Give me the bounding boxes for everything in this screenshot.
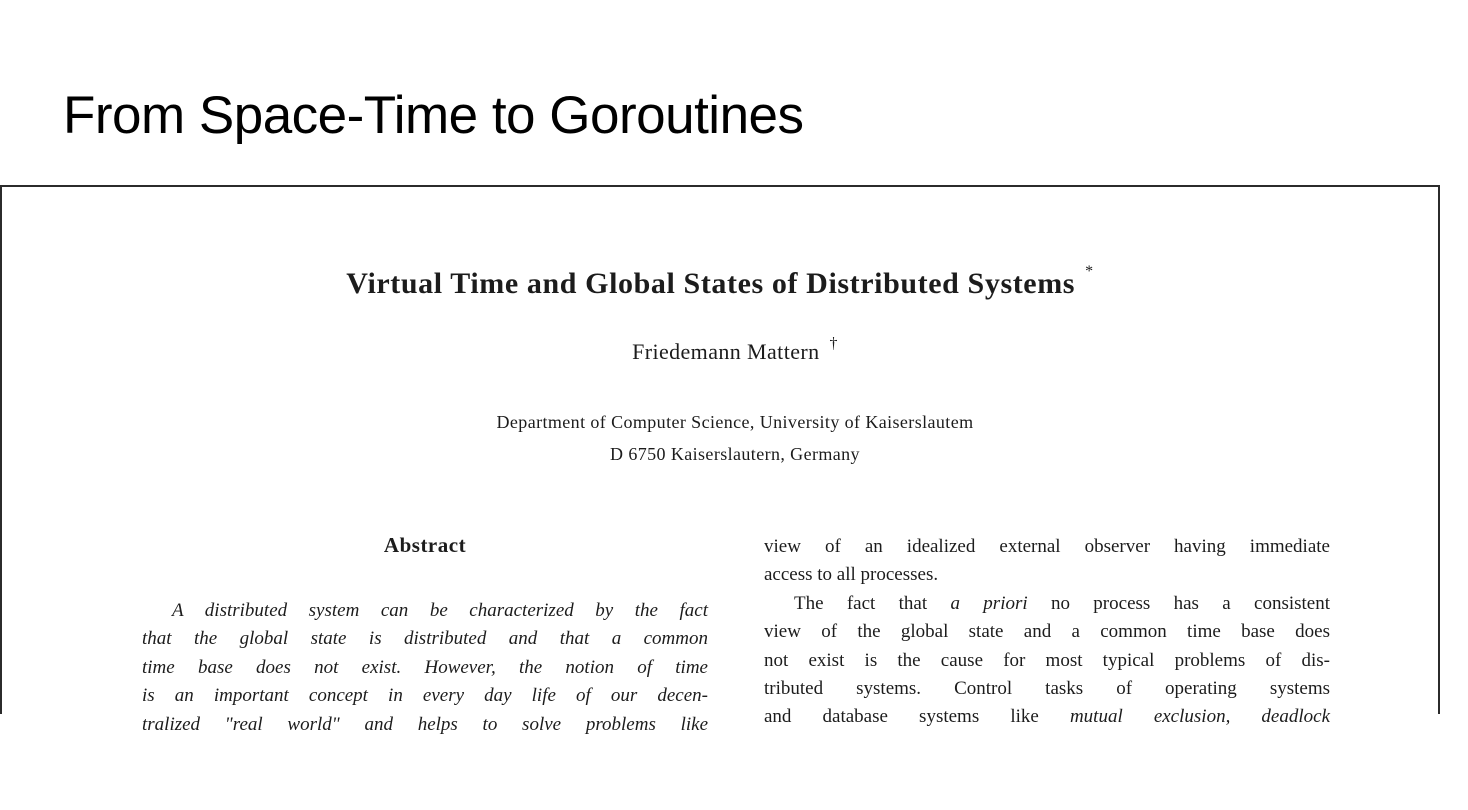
author-name: Friedemann Mattern <box>632 339 820 364</box>
body-line: view of the global state and a common time base does <box>764 621 1330 643</box>
abstract-line: time base does not exist. However, the notion of time <box>142 656 708 678</box>
abstract-line: tralized "real world" and helps to solve problems like <box>142 713 708 735</box>
body-line-part: and database systems like <box>764 706 1039 728</box>
body-line: access to all processes. <box>764 564 939 586</box>
abstract-heading: Abstract <box>383 533 467 557</box>
affiliation-line-1: Department of Computer Science, University of Kaiserslautem <box>496 412 974 432</box>
paper-page <box>2 187 1438 735</box>
body-line <box>764 703 1330 731</box>
body-line: not exist is the cause for most typical problems of dis- <box>764 649 1330 671</box>
affiliation-line-2: D 6750 Kaiserslautern, Germany <box>610 444 860 464</box>
body-line-part: The fact that <box>794 592 928 614</box>
body-line-part: no process has a consistent <box>1050 592 1331 614</box>
body-line-emphasis: mutual exclusion, deadlock <box>1069 706 1331 728</box>
right-column-text <box>764 533 1330 732</box>
paper-title <box>2 263 1438 301</box>
paper-screenshot-frame <box>0 185 1440 735</box>
title-footnote-mark: * <box>1085 263 1094 280</box>
slide-title: From Space-Time to Goroutines <box>63 86 804 145</box>
body-line: view of an idealized external observer having immediate <box>764 536 1330 557</box>
paper-author <box>2 335 1468 365</box>
body-line: tributed systems. Control tasks of operating systems <box>764 677 1330 699</box>
abstract-text <box>142 597 708 739</box>
abstract-line: is an important concept in every day life of our decen- <box>142 685 708 707</box>
abstract-line: that the global state is distributed and that a common <box>142 628 708 650</box>
author-footnote-mark: † <box>829 335 838 352</box>
paper-title-text: Virtual Time and Global States of Distributed Systems <box>346 267 1076 300</box>
body-line-emphasis: a priori <box>950 592 1028 614</box>
abstract-line: A distributed system can be characterized by the fact <box>172 600 708 621</box>
body-line <box>764 590 1330 618</box>
